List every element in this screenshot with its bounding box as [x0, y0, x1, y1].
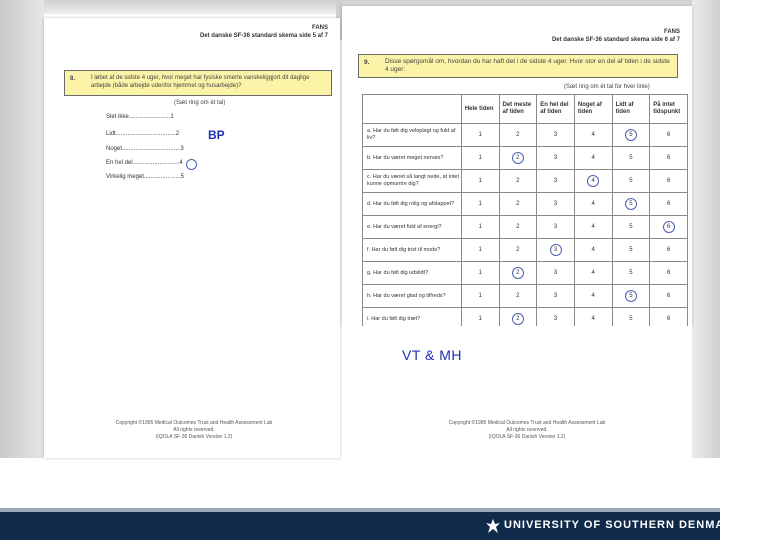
option-row	[106, 160, 183, 166]
header-line-2: Det danske SF-36 standard skema side 6 af 7	[551, 37, 680, 43]
grid-answer-option	[574, 262, 612, 285]
grid-answer-option	[574, 170, 612, 193]
circled-answer-mark	[625, 290, 637, 302]
footer-line-1: Copyright ©1995 Medical Outcomes Trust and Health Assessment Lab	[115, 420, 273, 426]
copyright-footer	[104, 420, 284, 441]
scan-edge-left	[0, 0, 44, 458]
grid-answer-option	[650, 124, 688, 147]
answer-value: 1	[478, 224, 482, 230]
grid-item-text: i. Har du følt dig træt?	[363, 308, 462, 331]
grid-answer-option	[461, 193, 499, 216]
grid-item-text: e. Har du været fuld af energi?	[363, 216, 462, 239]
grid-answer-option	[650, 239, 688, 262]
grid-answer-option	[499, 285, 537, 308]
answer-value: 6	[666, 178, 671, 184]
circled-answer-mark	[512, 152, 524, 164]
grid-answer-option	[461, 262, 499, 285]
circled-answer-mark	[663, 221, 675, 233]
copyright-footer	[432, 420, 622, 441]
bp-annotation: BP	[208, 128, 225, 142]
grid-answer-option	[650, 147, 688, 170]
grid-item-text: g. Har du følt dig udslidt?	[363, 262, 462, 285]
answer-value: 1	[478, 293, 482, 299]
grid-answer-option	[574, 193, 612, 216]
answer-value: 5	[629, 247, 633, 253]
answer-value: 4	[591, 270, 595, 276]
header-line-2: Det danske SF-36 standard skema side 5 af 7	[199, 33, 328, 39]
answer-value: 2	[516, 247, 520, 253]
grid-answer-option	[650, 285, 688, 308]
answer-value: 4	[591, 224, 595, 230]
answer-value: 3	[553, 132, 558, 138]
grid-answer-option	[612, 193, 650, 216]
grid-answer-option	[461, 285, 499, 308]
question-number: 9.	[364, 59, 370, 66]
grid-answer-option	[574, 239, 612, 262]
grid-answer-option	[537, 147, 575, 170]
answer-value: 4	[591, 201, 595, 207]
grid-row	[363, 262, 688, 285]
university-name: UNIVERSITY OF SOUTHERN DENMARK.DK	[504, 519, 764, 531]
grid-answer-option	[499, 262, 537, 285]
circled-answer-mark	[512, 267, 524, 279]
instruction-hint: (Sæt ring om ét tal)	[174, 100, 226, 106]
sf36-page-6	[342, 6, 692, 326]
question-box	[358, 54, 678, 78]
grid-header-row	[363, 95, 688, 124]
scan-edge-right	[692, 0, 720, 458]
answer-value: 2	[516, 201, 520, 207]
answer-value: 2	[516, 224, 520, 230]
grid-answer-option	[612, 239, 650, 262]
vt-mh-annotation: VT & MH	[402, 347, 463, 363]
answer-value: 6	[666, 132, 671, 138]
answer-value: 6	[666, 247, 671, 253]
question-box	[64, 70, 332, 96]
header-line-1: FANS	[311, 25, 328, 31]
answer-value: 3	[553, 178, 558, 184]
grid-answer-option	[499, 124, 537, 147]
footer-line-2: All rights reserved.	[173, 427, 215, 433]
option-row	[106, 174, 184, 180]
circled-answer-mark	[625, 129, 637, 141]
sdu-logo-icon	[485, 517, 501, 535]
answer-value: 6	[666, 155, 671, 161]
footer-line-3: (IQOLA SF-36 Danish Version 1.2)	[155, 434, 233, 440]
grid-answer-option	[612, 262, 650, 285]
grid-answer-option	[612, 170, 650, 193]
column-header: På intet tidspunkt	[650, 95, 688, 124]
grid-row	[363, 124, 688, 147]
option-label: Slet ikke.........................	[106, 114, 171, 120]
grid-answer-option	[499, 216, 537, 239]
grid-answer-option	[537, 285, 575, 308]
answer-value: 3	[553, 155, 558, 161]
grid-item-text: a. Har du følt dig veloplagt og fuld af liv?	[363, 124, 462, 147]
answer-value: 5	[629, 201, 633, 207]
answer-value: 1	[478, 132, 482, 138]
answer-value: 4	[591, 155, 595, 161]
answer-value: 6	[666, 316, 671, 322]
option-row	[106, 114, 174, 120]
grid-answer-option	[574, 124, 612, 147]
answer-value: 1	[478, 316, 482, 322]
option-label: Noget...................................	[106, 146, 181, 152]
option-value: 3	[180, 146, 184, 152]
answer-value: 5	[629, 293, 633, 299]
answer-grid	[362, 94, 688, 331]
instruction-hint: (Sæt ring om ét tal for hver linie)	[564, 84, 650, 90]
circled-answer-mark	[587, 175, 599, 187]
answer-value: 1	[478, 247, 482, 253]
grid-answer-option	[574, 216, 612, 239]
answer-value: 4	[591, 178, 595, 184]
grid-item-text: b. Har du været meget nervøs?	[363, 147, 462, 170]
answer-value: 6	[666, 201, 671, 207]
grid-answer-option	[650, 193, 688, 216]
answer-value: 2	[516, 293, 520, 299]
answer-value: 4	[591, 316, 595, 322]
answer-value: 5	[629, 270, 633, 276]
grid-answer-option	[499, 239, 537, 262]
column-header: Hele tiden	[461, 95, 499, 124]
option-row	[106, 146, 184, 152]
question-text: Disse spørgsmål om, hvordan du har haft det i de sidste 4 uger. Hvor stor en del af tiden i de sidste 4 uger:	[385, 58, 670, 73]
answer-value: 5	[629, 316, 633, 322]
sf36-page-5	[44, 18, 340, 458]
option-value: 1	[170, 114, 174, 120]
grid-answer-option	[574, 147, 612, 170]
option-label: Lidt....................................	[106, 131, 176, 137]
option-value: 2	[175, 131, 180, 137]
grid-answer-option	[537, 170, 575, 193]
answer-value: 3	[553, 224, 558, 230]
grid-answer-option	[537, 239, 575, 262]
column-header: Det meste af tiden	[499, 95, 537, 124]
option-value: 5	[180, 174, 184, 180]
option-row	[106, 131, 179, 137]
grid-row	[363, 285, 688, 308]
circled-answer-mark	[625, 198, 637, 210]
grid-answer-option	[537, 262, 575, 285]
grid-answer-option	[499, 193, 537, 216]
grid-answer-option	[612, 124, 650, 147]
grid-row	[363, 170, 688, 193]
answer-value: 2	[516, 155, 520, 161]
grid-answer-option	[537, 193, 575, 216]
circled-answer-mark	[186, 159, 197, 170]
answer-value: 3	[553, 270, 558, 276]
option-label: En hel del............................	[106, 160, 180, 166]
footer-line-3: (IQOLA SF-36 Danish Version 1.2)	[488, 434, 566, 440]
item-column-header	[363, 95, 462, 124]
answer-value: 6	[666, 270, 671, 276]
grid-row	[363, 239, 688, 262]
column-header: En hel del af tiden	[537, 95, 575, 124]
answer-value: 3	[553, 247, 558, 253]
circled-answer-mark	[550, 244, 562, 256]
header-line-1: FANS	[663, 29, 680, 35]
answer-value: 6	[666, 293, 671, 299]
page-header	[552, 28, 680, 44]
question-number: 8.	[70, 76, 76, 82]
grid-answer-option	[461, 147, 499, 170]
column-header: Noget af tiden	[574, 95, 612, 124]
grid-item-text: h. Har du været glad og tilfreds?	[363, 285, 462, 308]
grid-answer-option	[650, 216, 688, 239]
answer-value: 5	[629, 224, 633, 230]
grid-row	[363, 147, 688, 170]
answer-value: 4	[591, 247, 595, 253]
grid-answer-option	[650, 170, 688, 193]
circled-answer-mark	[512, 313, 524, 325]
grid-answer-option	[461, 170, 499, 193]
footer-line-1: Copyright ©1995 Medical Outcomes Trust and Health Assessment Lab	[448, 420, 606, 426]
answer-value: 5	[629, 155, 633, 161]
sf36-page-6-footer-area	[342, 326, 692, 458]
answer-value: 2	[516, 270, 520, 276]
grid-row	[363, 193, 688, 216]
grid-body	[363, 124, 688, 331]
answer-value: 3	[553, 316, 558, 322]
answer-value: 5	[629, 132, 633, 138]
grid-row	[363, 216, 688, 239]
grid-answer-option	[612, 285, 650, 308]
grid-answer-option	[537, 216, 575, 239]
option-value: 4	[179, 160, 183, 166]
grid-answer-option	[499, 170, 537, 193]
page-header	[200, 24, 328, 40]
answer-value: 4	[591, 132, 595, 138]
answer-value: 1	[478, 201, 482, 207]
answer-value: 3	[553, 201, 558, 207]
grid-answer-option	[612, 216, 650, 239]
answer-value: 5	[629, 178, 633, 184]
grid-item-text: d. Har du følt dig rolig og afslappet?	[363, 193, 462, 216]
answer-value: 1	[478, 178, 482, 184]
answer-value: 1	[478, 155, 482, 161]
answer-value: 2	[516, 316, 520, 322]
question-text: I løbet af de sidste 4 uger, hvor meget har fysiske smerte vanskeliggjort dit daglige arbejde (både arbejde udenfor hjemmet og husarbejde)?	[91, 75, 310, 89]
footer-line-2: All rights reserved.	[506, 427, 548, 433]
column-header: Lidt af tiden	[612, 95, 650, 124]
grid-answer-option	[612, 147, 650, 170]
grid-item-text: c. Har du været så langt nede, at intet kunne opmuntre dig?	[363, 170, 462, 193]
answer-value: 4	[591, 293, 595, 299]
answer-value: 1	[478, 270, 482, 276]
grid-answer-option	[461, 216, 499, 239]
grid-answer-option	[461, 124, 499, 147]
grid-item-text: f. Har du følt dig trist til mode?	[363, 239, 462, 262]
answer-value: 3	[553, 293, 558, 299]
answer-value: 2	[516, 132, 520, 138]
answer-value: 2	[516, 178, 520, 184]
grid-answer-option	[574, 285, 612, 308]
grid-answer-option	[461, 239, 499, 262]
grid-answer-option	[650, 262, 688, 285]
answer-value: 6	[666, 224, 671, 230]
grid-answer-option	[499, 147, 537, 170]
grid-answer-option	[537, 124, 575, 147]
option-label: Virkelig meget......................	[106, 174, 181, 180]
